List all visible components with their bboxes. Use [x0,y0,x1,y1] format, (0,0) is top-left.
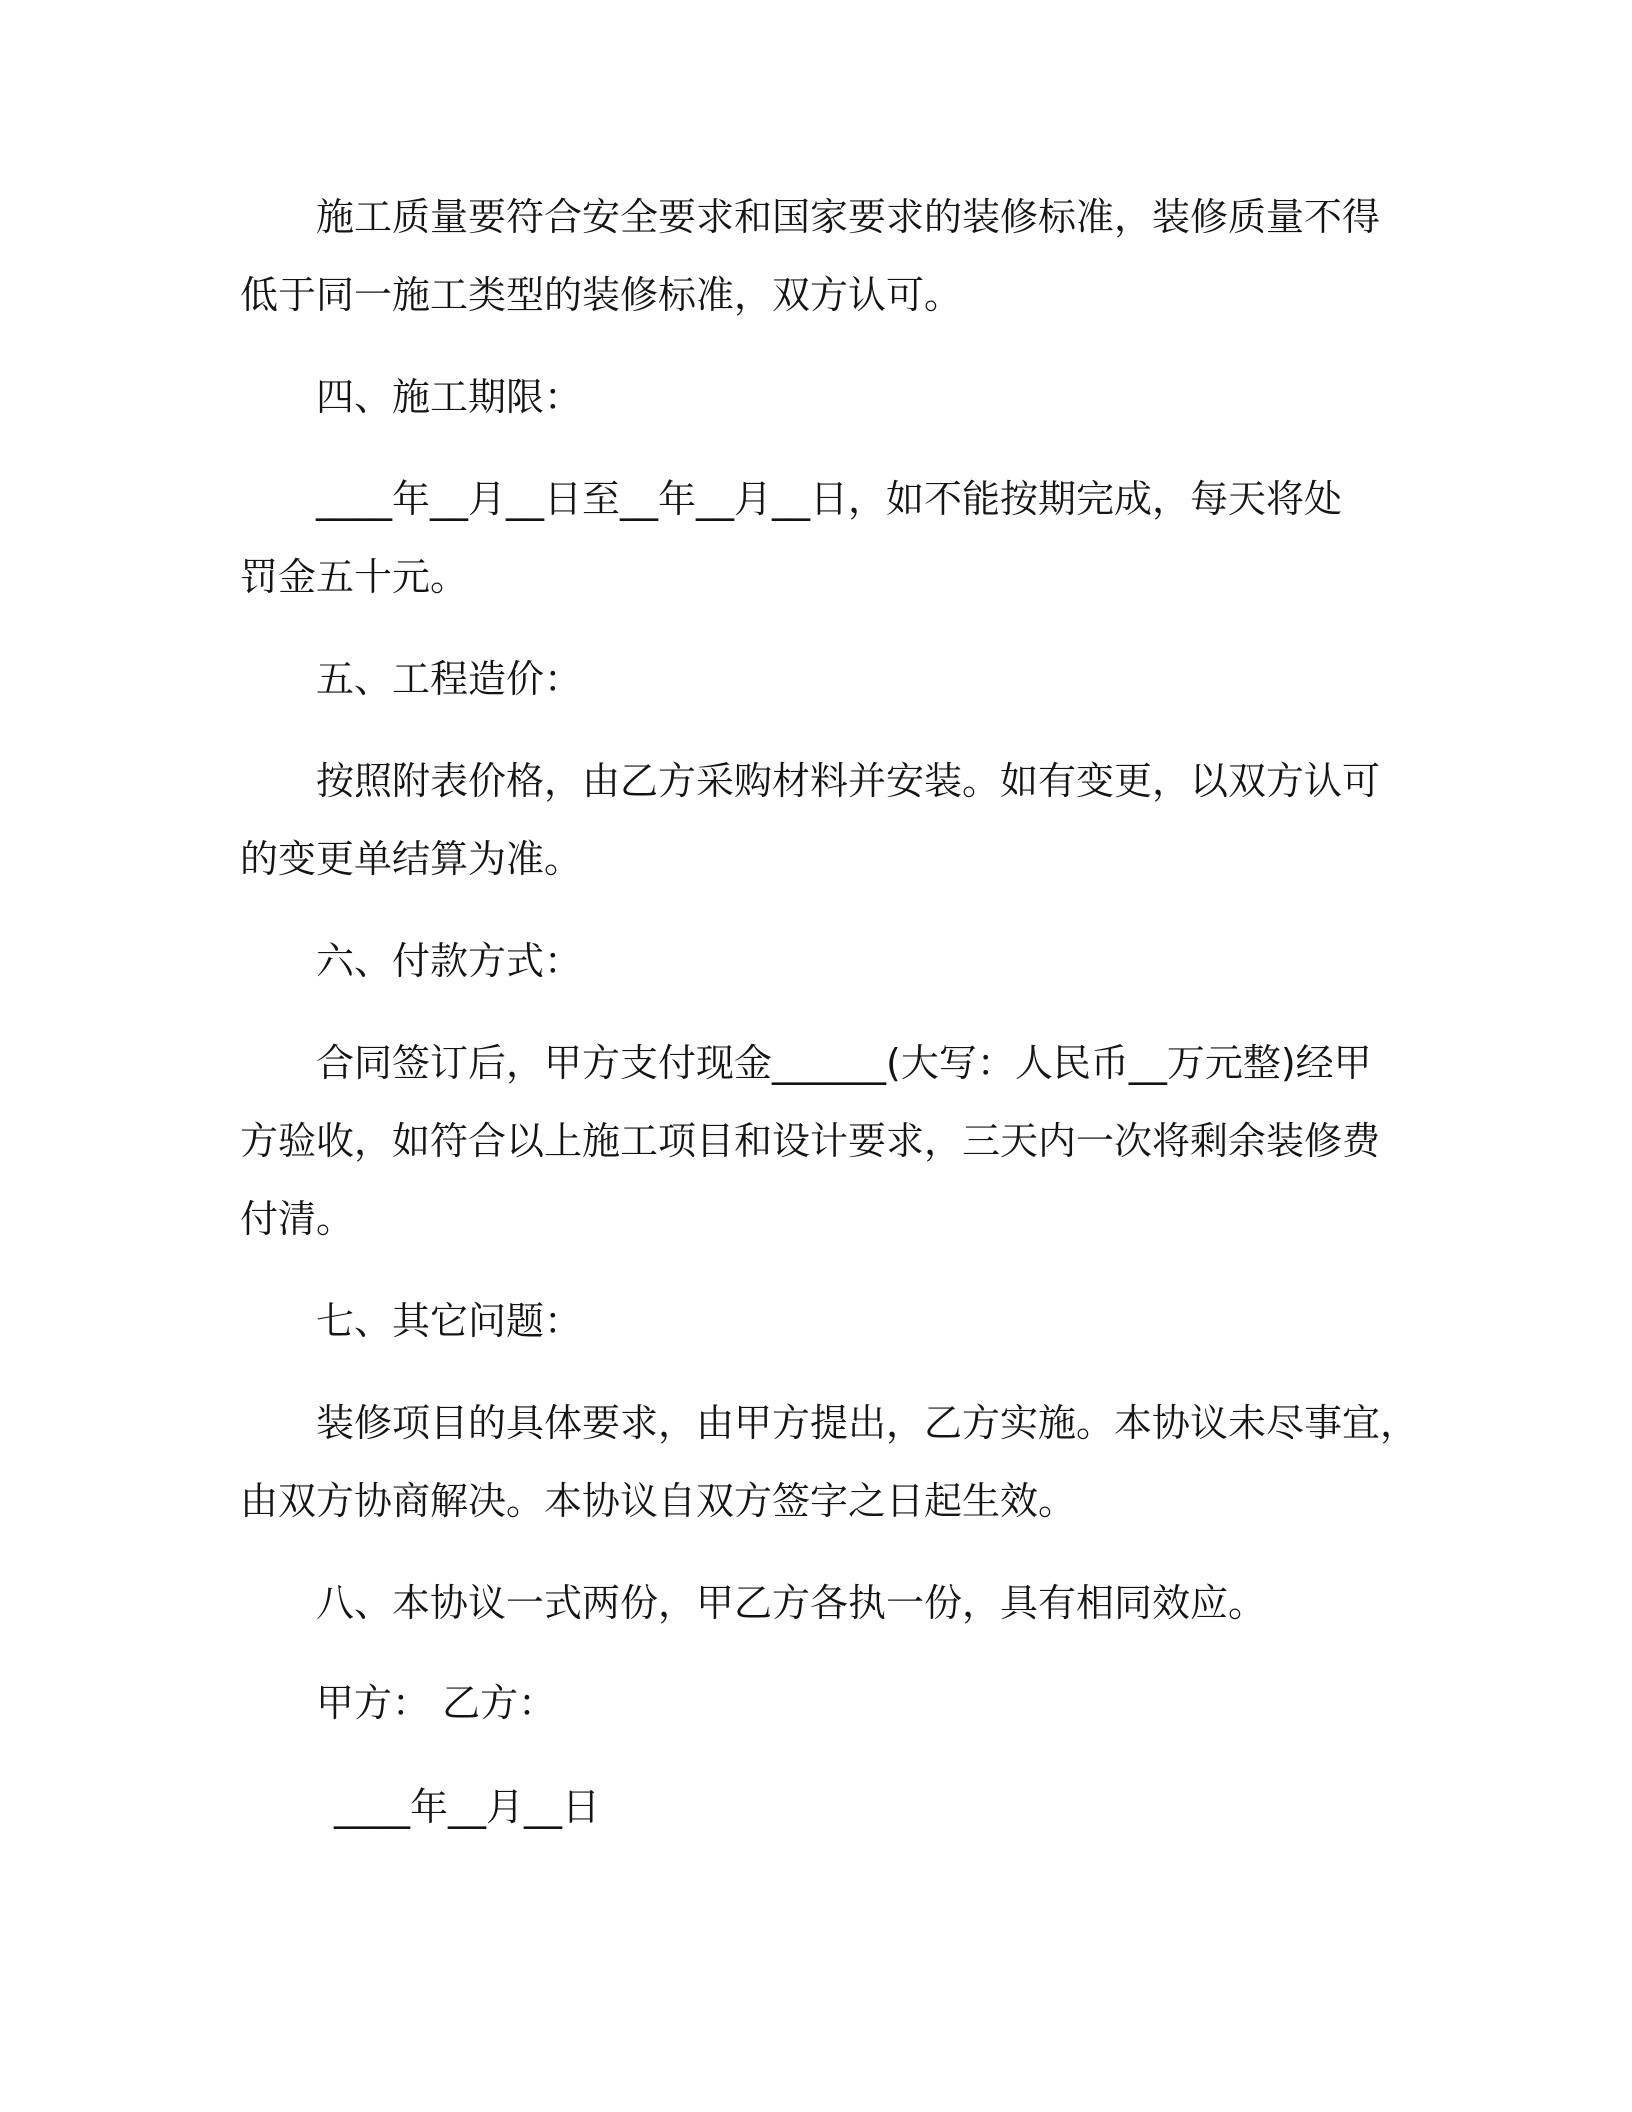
paragraph-line: 的变更单结算为准。 [240,837,583,881]
paragraph-line: 方验收，如符合以上施工项目和设计要求，三天内一次将剩余装修费 [240,1119,1381,1163]
paragraph-line: ____年__月__日至__年__月__日，如不能按期完成，每天将处 [316,477,1343,521]
signature-parties: 甲方： 乙方： [316,1681,557,1725]
paragraph-line: 施工质量要符合安全要求和国家要求的装修标准，装修质量不得 [316,195,1381,239]
paragraph-line: 由双方协商解决。本协议自双方签字之日起生效。 [240,1479,1077,1523]
paragraph-payment [240,1024,1400,1258]
paragraph-line: 罚金五十元。 [240,555,469,599]
section-heading-payment: 六、付款方式： [316,939,583,983]
section-heading-cost: 五、工程造价： [316,657,583,701]
paragraph-quality [240,178,1400,334]
section-heading-other: 七、其它问题： [316,1299,583,1343]
paragraph-line: 装修项目的具体要求，由甲方提出，乙方实施。本协议未尽事宜， [316,1401,1419,1445]
paragraph-line: 低于同一施工类型的装修标准，双方认可。 [240,273,963,317]
section-heading-copies: 八、本协议一式两份，甲乙方各执一份，具有相同效应。 [316,1581,1267,1625]
signature-date: ____年__月__日 [334,1785,601,1829]
section-heading-period: 四、施工期限： [316,375,583,419]
paragraph-period [240,460,1400,616]
paragraph-cost [240,742,1400,898]
paragraph-line: 按照附表价格，由乙方采购材料并安装。如有变更，以双方认可 [316,759,1381,803]
paragraph-other [240,1384,1419,1540]
paragraph-line: 付清。 [240,1197,355,1241]
paragraph-line: 合同签订后，甲方支付现金______(大写：人民币__万元整)经甲 [316,1041,1372,1085]
